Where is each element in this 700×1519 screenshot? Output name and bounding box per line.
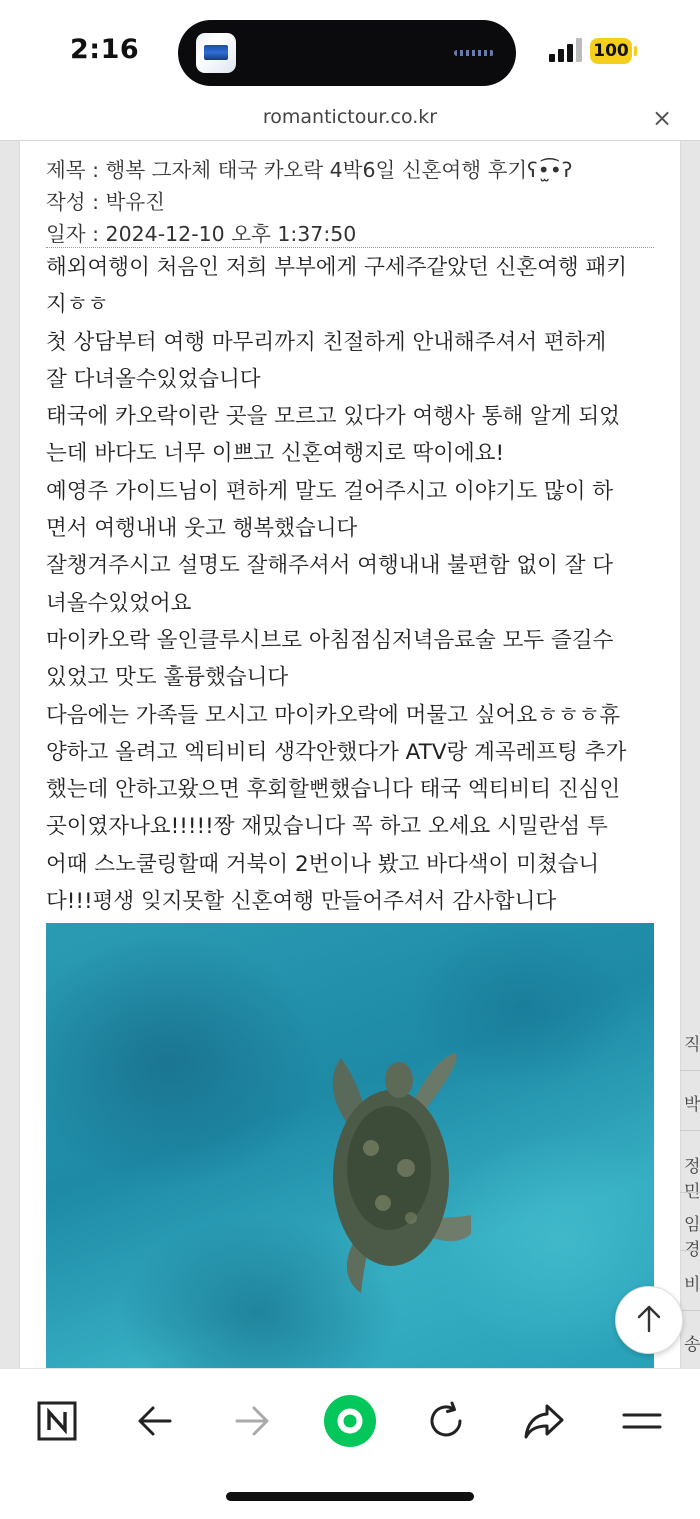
side-char: 정민 [684,1157,700,1202]
status-time: 2:16 [70,34,140,65]
body-line: 잘챙겨주시고 설명도 잘해주셔서 여행내내 불편함 없이 잘 다 [46,553,614,579]
back-button[interactable] [125,1391,185,1451]
body-line: 곳이였자나요!!!!!짱 재밌습니다 꼭 하고 오세요 시밀란섬 투 [46,814,608,840]
body-line: 는데 바다도 너무 이쁘고 신혼여행지로 딱이에요! [46,441,505,467]
side-char: 박 [684,1095,700,1115]
review-card [20,141,680,1368]
forward-arrow-icon [233,1402,271,1440]
body-line: 어때 스노쿨링할때 거북이 2번이나 봤고 바다색이 미쳤습니 [46,851,600,877]
green-circle-icon [322,1393,378,1449]
side-char: 직 [684,1035,700,1055]
menu-icon [622,1406,662,1436]
body-line: 지ㅎㅎ [46,292,109,318]
body-line: 해외여행이 처음인 저희 부부에게 구세주같았던 신혼여행 패키 [46,255,628,280]
share-button[interactable] [514,1391,574,1451]
scroll-to-top-button[interactable] [615,1286,683,1354]
body-line: 태국에 카오락이란 곳을 모르고 있다가 여행사 통해 알게 되었 [46,404,620,430]
side-char: 임경 [684,1215,700,1260]
arrow-up-icon [634,1304,664,1334]
browser-toolbar [0,1368,700,1519]
side-divider [680,1130,700,1131]
menu-button[interactable] [612,1391,672,1451]
post-date: 일자 : 2024-12-10 오후 1:37:50 [46,222,357,246]
body-line: 있었고 맛도 훌륭했습니다 [46,665,289,691]
back-arrow-icon [136,1402,174,1440]
forward-button[interactable] [222,1391,282,1451]
divider [46,247,654,248]
side-char: 송 [684,1335,700,1355]
green-dot-button[interactable] [320,1391,380,1451]
body-line: 면서 여행내내 웃고 행복했습니다 [46,516,358,542]
side-divider [680,1310,700,1311]
home-indicator[interactable] [226,1492,474,1501]
audio-wave-icon [454,50,494,56]
body-line: 다음에는 가족들 모시고 마이카오락에 머물고 싶어요ㅎㅎㅎ휴 [46,702,621,728]
post-title: 제목 : 행복 그자체 태국 카오락 4박6일 신혼여행 후기ʕ•̫͡•ʔ [46,158,573,182]
signal-icon [549,38,583,62]
side-divider [680,1250,700,1251]
url-text[interactable]: romantictour.co.kr [262,106,438,128]
body-line: 마이카오락 올인클루시브로 아침점심저녁음료술 모두 즐길수 [46,627,614,653]
close-icon[interactable]: × [652,104,673,132]
side-char: 비 [684,1275,700,1295]
status-bar [0,0,700,100]
share-icon [523,1401,565,1441]
body-line: 양하고 올려고 엑티비티 생각안했다가 ATV랑 계곡레프팅 추가 [46,739,627,765]
body-line: 했는데 안하고왔으면 후회할뻔했습니다 태국 엑티비티 진심인 [46,777,621,803]
naver-home-button[interactable] [27,1391,87,1451]
body-line: 잘 다녀올수있었습니다 [46,366,261,392]
page-content [0,141,700,1368]
island-app-icon [196,33,236,73]
body-line: 녀올수있었어요 [46,590,192,616]
side-column [680,880,700,1368]
refresh-icon [426,1401,466,1441]
body-line: 예영주 가이드님이 편하게 말도 걸어주시고 이야기도 많이 하 [46,478,614,504]
dynamic-island[interactable] [178,20,516,86]
url-bar[interactable] [0,100,700,141]
body-line: 다!!!평생 잊지못할 신혼여행 만들어주셔서 감사합니다 [46,889,557,915]
post-body [46,249,658,920]
side-divider [680,1070,700,1071]
battery-indicator: 100 [590,38,632,64]
refresh-button[interactable] [416,1391,476,1451]
naver-n-icon [37,1401,77,1441]
sea-turtle-photo[interactable] [46,923,654,1368]
body-line: 첫 상담부터 여행 마무리까지 친절하게 안내해주셔서 편하게 [46,329,607,355]
post-author: 작성 : 박유진 [46,190,165,214]
turtle-illustration [301,1018,471,1298]
side-divider [680,1192,700,1193]
